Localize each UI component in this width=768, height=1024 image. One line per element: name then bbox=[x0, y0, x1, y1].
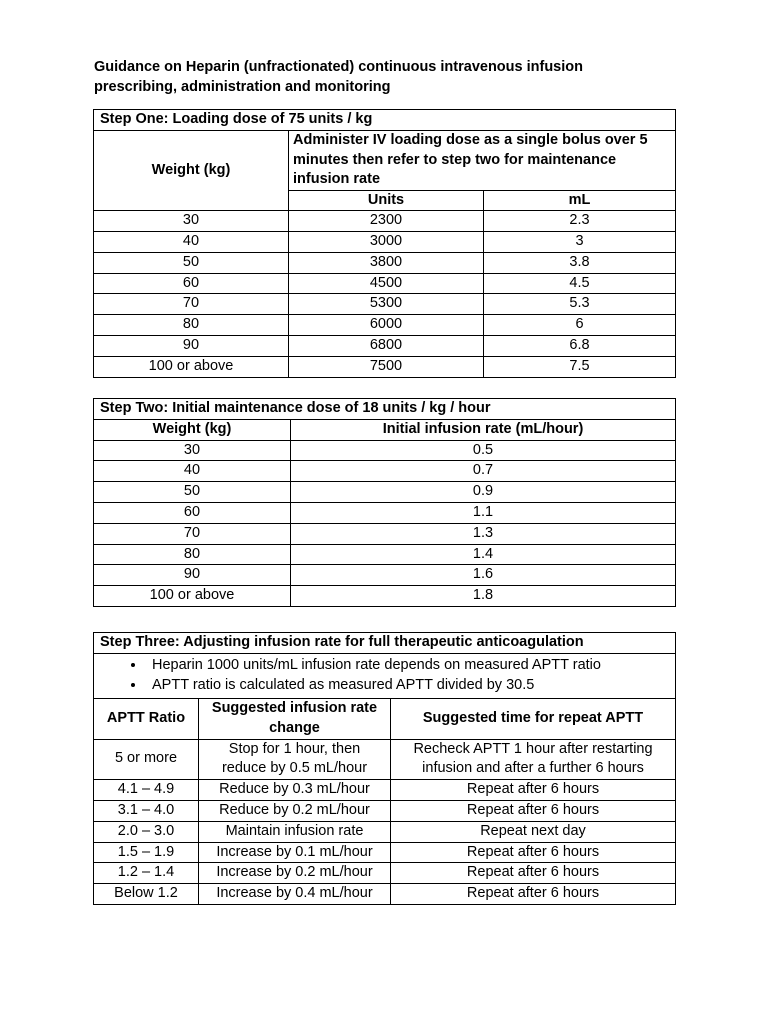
ml-cell: 5.3 bbox=[484, 294, 676, 315]
time-cell bbox=[391, 739, 676, 780]
table-row bbox=[94, 356, 676, 377]
ratio-cell: 4.1 – 4.9 bbox=[94, 780, 199, 801]
rate-cell: 1.3 bbox=[291, 523, 676, 544]
table-row bbox=[94, 800, 676, 821]
step-one-header: Step One: Loading dose of 75 units / kg bbox=[94, 110, 676, 131]
table-row bbox=[94, 863, 676, 884]
table-row bbox=[94, 440, 676, 461]
ml-cell: 7.5 bbox=[484, 356, 676, 377]
weight-cell: 90 bbox=[94, 336, 289, 357]
weight-cell: 50 bbox=[94, 482, 291, 503]
change-cell: Increase by 0.1 mL/hour bbox=[199, 842, 391, 863]
table-row bbox=[94, 565, 676, 586]
table-row bbox=[94, 544, 676, 565]
weight-cell: 30 bbox=[94, 440, 291, 461]
ml-cell: 6 bbox=[484, 315, 676, 336]
change-cell: Reduce by 0.2 mL/hour bbox=[199, 800, 391, 821]
table-row bbox=[94, 739, 676, 780]
ratio-cell: 2.0 – 3.0 bbox=[94, 821, 199, 842]
weight-cell: 100 or above bbox=[94, 586, 291, 607]
weight-cell: 50 bbox=[94, 252, 289, 273]
list-item: • Heparin 1000 units/mL infusion rate depends on measured APTT ratio bbox=[146, 656, 671, 676]
table-row bbox=[94, 315, 676, 336]
rate-change-header-line-2: change bbox=[269, 719, 320, 736]
time-line-2: infusion and after a further 6 hours bbox=[422, 760, 644, 777]
change-line-2: reduce by 0.5 mL/hour bbox=[221, 760, 368, 777]
time-cell: Repeat after 6 hours bbox=[391, 863, 676, 884]
units-cell: 4500 bbox=[289, 273, 484, 294]
units-cell: 6800 bbox=[289, 336, 484, 357]
table-row bbox=[94, 482, 676, 503]
change-line-1: Stop for 1 hour, then bbox=[228, 740, 361, 757]
table-row bbox=[94, 252, 676, 273]
units-cell: 7500 bbox=[289, 356, 484, 377]
units-cell: 2300 bbox=[289, 211, 484, 232]
aptt-notes-list bbox=[98, 656, 671, 696]
document-title bbox=[94, 57, 694, 97]
ml-cell: 3.8 bbox=[484, 252, 676, 273]
table-row bbox=[94, 586, 676, 607]
table-row bbox=[94, 273, 676, 294]
time-cell: Repeat after 6 hours bbox=[391, 800, 676, 821]
step-two-table bbox=[93, 398, 676, 607]
time-cell: Repeat after 6 hours bbox=[391, 884, 676, 905]
table-row bbox=[94, 461, 676, 482]
loading-dose-instruction: Administer IV loading dose as a single bolus over 5 minutes then refer to step two for maintenance infusion rate bbox=[289, 131, 676, 191]
weight-cell: 70 bbox=[94, 523, 291, 544]
rate-cell: 1.4 bbox=[291, 544, 676, 565]
table-row bbox=[94, 502, 676, 523]
ratio-cell: 1.5 – 1.9 bbox=[94, 842, 199, 863]
table-row bbox=[94, 211, 676, 232]
units-header: Units bbox=[289, 190, 484, 211]
weight-cell: 100 or above bbox=[94, 356, 289, 377]
change-cell: Increase by 0.4 mL/hour bbox=[199, 884, 391, 905]
change-cell: Maintain infusion rate bbox=[199, 821, 391, 842]
ml-header: mL bbox=[484, 190, 676, 211]
table-row bbox=[94, 294, 676, 315]
weight-cell: 40 bbox=[94, 461, 291, 482]
infusion-rate-header: Initial infusion rate (mL/hour) bbox=[291, 419, 676, 440]
weight-header: Weight (kg) bbox=[94, 131, 289, 211]
units-cell: 5300 bbox=[289, 294, 484, 315]
aptt-ratio-header: APTT Ratio bbox=[94, 699, 199, 740]
units-cell: 3000 bbox=[289, 232, 484, 253]
ml-cell: 2.3 bbox=[484, 211, 676, 232]
rate-change-header bbox=[199, 699, 391, 740]
table-row bbox=[94, 780, 676, 801]
table-row bbox=[94, 821, 676, 842]
rate-change-header-line-1: Suggested infusion rate bbox=[211, 700, 378, 716]
title-line-2: prescribing, administration and monitoring bbox=[94, 79, 391, 95]
change-cell: Increase by 0.2 mL/hour bbox=[199, 863, 391, 884]
rate-cell: 0.7 bbox=[291, 461, 676, 482]
weight-cell: 60 bbox=[94, 273, 289, 294]
units-cell: 6000 bbox=[289, 315, 484, 336]
table-row bbox=[94, 842, 676, 863]
ratio-cell: 5 or more bbox=[94, 739, 199, 780]
weight-cell: 70 bbox=[94, 294, 289, 315]
weight-cell: 60 bbox=[94, 502, 291, 523]
ml-cell: 3 bbox=[484, 232, 676, 253]
time-cell: Repeat after 6 hours bbox=[391, 842, 676, 863]
time-cell: Repeat after 6 hours bbox=[391, 780, 676, 801]
change-cell: Reduce by 0.3 mL/hour bbox=[199, 780, 391, 801]
weight-cell: 80 bbox=[94, 544, 291, 565]
ml-cell: 4.5 bbox=[484, 273, 676, 294]
title-line-1: Guidance on Heparin (unfractionated) continuous intravenous infusion bbox=[94, 59, 583, 75]
step-three-header: Step Three: Adjusting infusion rate for full therapeutic anticoagulation bbox=[94, 633, 676, 654]
table-row bbox=[94, 523, 676, 544]
table-row bbox=[94, 232, 676, 253]
rate-cell: 0.5 bbox=[291, 440, 676, 461]
rate-cell: 1.8 bbox=[291, 586, 676, 607]
list-item: • APTT ratio is calculated as measured APTT divided by 30.5 bbox=[146, 676, 671, 696]
step-three-table bbox=[93, 632, 676, 905]
rate-cell: 1.1 bbox=[291, 502, 676, 523]
ratio-cell: 3.1 – 4.0 bbox=[94, 800, 199, 821]
weight-cell: 30 bbox=[94, 211, 289, 232]
repeat-time-header: Suggested time for repeat APTT bbox=[391, 699, 676, 740]
time-cell: Repeat next day bbox=[391, 821, 676, 842]
step-one-table bbox=[93, 109, 676, 378]
ml-cell: 6.8 bbox=[484, 336, 676, 357]
weight-header: Weight (kg) bbox=[94, 419, 291, 440]
table-row bbox=[94, 336, 676, 357]
units-cell: 3800 bbox=[289, 252, 484, 273]
change-cell bbox=[199, 739, 391, 780]
step-two-header: Step Two: Initial maintenance dose of 18 units / kg / hour bbox=[94, 399, 676, 420]
time-line-1: Recheck APTT 1 hour after restarting bbox=[413, 740, 653, 757]
weight-cell: 80 bbox=[94, 315, 289, 336]
rate-cell: 0.9 bbox=[291, 482, 676, 503]
ratio-cell: 1.2 – 1.4 bbox=[94, 863, 199, 884]
rate-cell: 1.6 bbox=[291, 565, 676, 586]
ratio-cell: Below 1.2 bbox=[94, 884, 199, 905]
aptt-notes bbox=[94, 654, 676, 699]
weight-cell: 90 bbox=[94, 565, 291, 586]
weight-cell: 40 bbox=[94, 232, 289, 253]
table-row bbox=[94, 884, 676, 905]
